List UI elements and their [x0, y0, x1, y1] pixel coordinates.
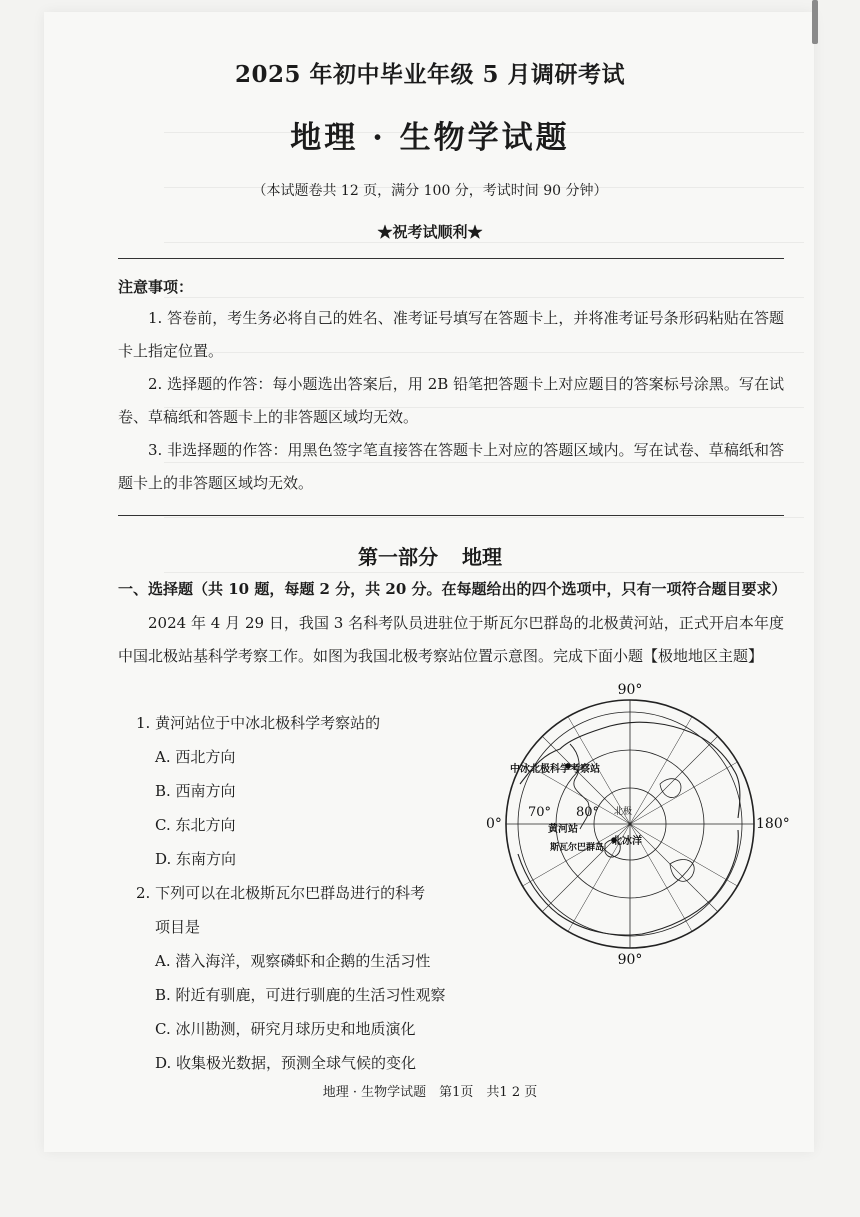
part-label: 第一部分	[358, 545, 438, 569]
question-1-stem: 1. 黄河站位于中冰北极科学考察站的	[136, 714, 381, 732]
divider	[118, 258, 784, 259]
question-2-option-a: A. 潜入海洋，观察磷虾和企鹅的生活习性	[155, 952, 431, 970]
polar-projection-svg	[480, 676, 790, 972]
divider	[118, 515, 784, 516]
good-luck-line: ★祝考试顺利★	[377, 223, 483, 241]
notice-heading: 注意事项：	[118, 278, 194, 296]
map-latitude-70: 70°	[528, 805, 552, 820]
question-2-option-d: D. 收集极光数据，预测全球气候的变化	[155, 1054, 417, 1072]
notice-item-2: 2. 选择题的作答：每小题选出答案后，用 2B 铅笔把答题卡上对应题目的答案标号涂黑。写在试卷、草稿纸和答题卡上的非答题区域均无效。	[118, 375, 784, 426]
map-label-north-pole: 北极	[614, 807, 633, 817]
page-edge	[812, 0, 818, 44]
map-label-top: 90°	[617, 682, 643, 698]
exam-title: 2025 年初中毕业年级 5 月调研考试	[234, 61, 626, 88]
question-1-option-c: C. 东北方向	[155, 816, 236, 834]
question-1-option-b: B. 西南方向	[155, 782, 236, 800]
question-1-option-a: A. 西北方向	[155, 748, 236, 766]
question-2-option-c: C. 冰川勘测，研究月球历史和地质演化	[155, 1020, 416, 1038]
question-1-option-d: D. 东南方向	[155, 850, 237, 868]
map-label-svalbard: 斯瓦尔巴群岛	[550, 843, 605, 853]
subject-title: 地理 · 生物学试题	[290, 120, 570, 156]
part-subject: 地理	[462, 545, 502, 569]
part-title	[0, 541, 860, 570]
map-latitude-80: 80°	[576, 805, 600, 820]
question-2-stem: 2. 下列可以在北极斯瓦尔巴群岛进行的科考	[136, 884, 426, 902]
page-footer: 地理 · 生物学试题 第1页 共1 2 页	[322, 1085, 538, 1100]
exam-info: （本试题卷共 12 页，满分 100 分，考试时间 90 分钟）	[252, 183, 608, 199]
question-2-option-b: B. 附近有驯鹿，可进行驯鹿的生活习性观察	[155, 986, 446, 1004]
map-label-bottom: 90°	[617, 952, 643, 968]
map-label-yellow-river-station: 黄河站	[548, 824, 578, 835]
arctic-station-map	[480, 676, 790, 972]
section-heading: 一、选择题（共 10 题，每题 2 分，共 20 分。在每题给出的四个选项中，只有一项符合题目要求）	[118, 580, 787, 598]
map-label-cn-ice-station: 中冰北极科学考察站	[510, 764, 600, 775]
map-label-left: 0°	[486, 816, 502, 832]
map-label-arctic-ocean: 北冰洋	[612, 836, 642, 847]
notice-item-3: 3. 非选择题的作答：用黑色签字笔直接答在答题卡上对应的答题区域内。写在试卷、草稿纸和答题卡上的非答题区域均无效。	[118, 441, 784, 492]
notice-item-1: 1. 答卷前，考生务必将自己的姓名、准考证号填写在答题卡上，并将准考证号条形码粘贴在答题卡上指定位置。	[118, 309, 784, 360]
question-2-stem-continued: 项目是	[155, 918, 201, 936]
map-label-right: 180°	[756, 816, 790, 832]
section-intro: 2024 年 4 月 29 日，我国 3 名科考队员进驻位于斯瓦尔巴群岛的北极黄河站，正式开启本年度中国北极站基科学考察工作。如图为我国北极考察站位置示意图。完成下面小题【极地地区主题】	[118, 614, 784, 665]
